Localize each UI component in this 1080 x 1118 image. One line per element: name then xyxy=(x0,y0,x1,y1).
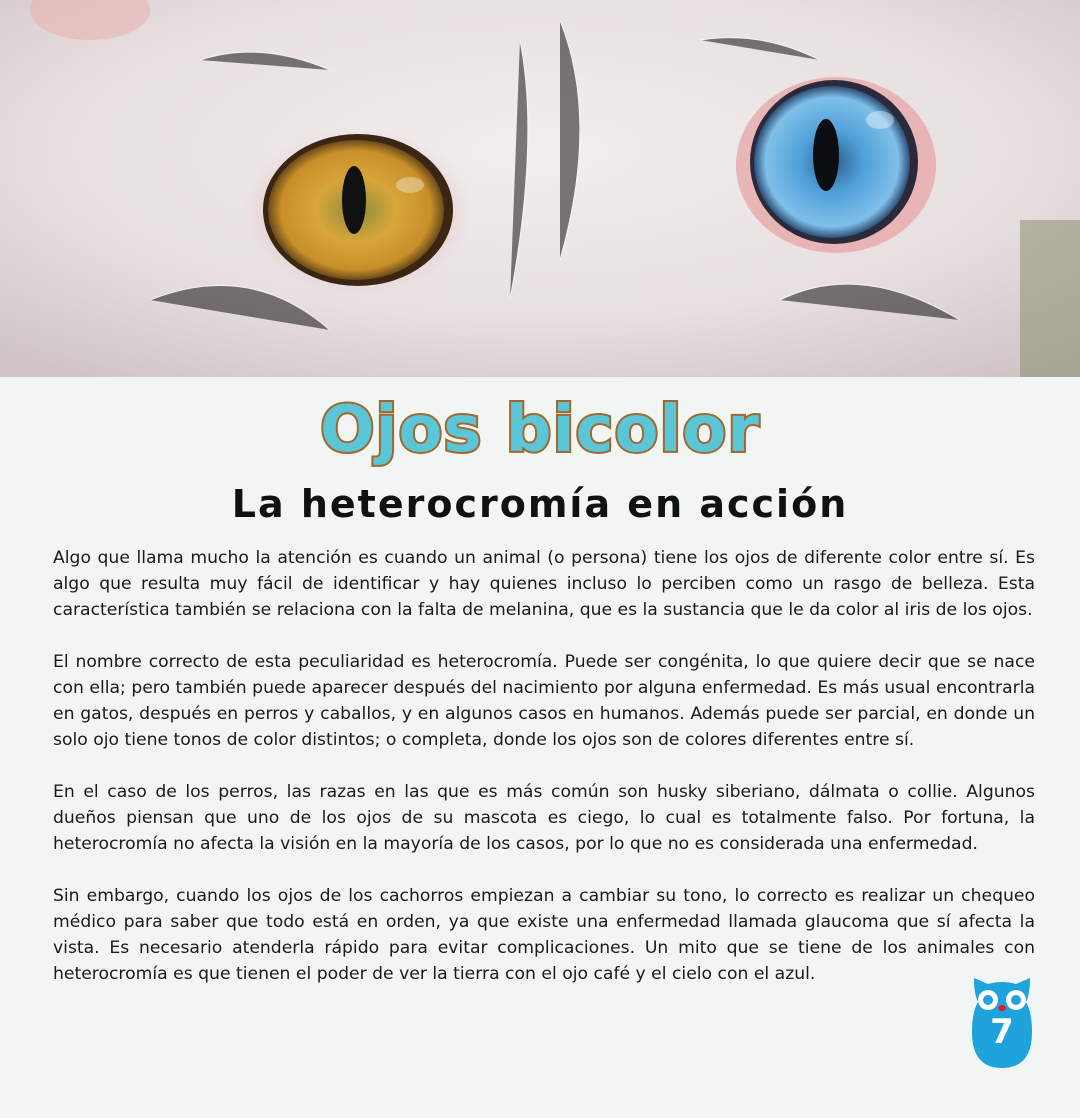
article-body xyxy=(53,545,1035,1013)
paragraph: Sin embargo, cuando los ojos de los cachorros empiezan a cambiar su tono, lo correcto es realizar un chequeo médico para saber que todo está en orden, ya que existe una enfermedad llamada glaucoma que sí afecta la vista. Es necesario atenderla rápido para evitar complicaciones. Un mito que se tiene de los animales con heterocromía es que tienen el poder de ver la tierra con el ojo café y el cielo con el azul. xyxy=(53,886,1035,984)
paragraph: En el caso de los perros, las razas en las que es más común son husky siberiano, dálmata o collie. Algunos dueños piensan que uno de los ojos de su mascota es ciego, lo cual es totalmente falso. Por fortuna, la heterocromía no afecta la visión en la mayoría de los casos, por lo que no es considerada una enfermedad. xyxy=(53,782,1035,854)
cat-face-image xyxy=(0,0,1080,377)
paragraph: El nombre correcto de esta peculiaridad es heterocromía. Puede ser congénita, lo que quiere decir que se nace con ella; pero también puede aparecer después del nacimiento por alguna enfermedad. Es más usual encontrarla en gatos, después en perros y caballos, y en algunos casos en humanos. Además puede ser parcial, en donde un solo ojo tiene tonos de color distintos; o completa, donde los ojos son de colores diferentes entre sí. xyxy=(53,652,1035,750)
page-title: Ojos bicolor xyxy=(320,393,760,467)
page-number: 7 xyxy=(990,1012,1014,1052)
paragraph: Algo que llama mucho la atención es cuando un animal (o persona) tiene los ojos de diferente color entre sí. Es algo que resulta muy fácil de identificar y hay quienes incluso lo perciben como un rasgo de belleza. Esta característica también se relaciona con la falta de melanina, que es la sustancia que le da color al iris de los ojos. xyxy=(53,548,1035,620)
hero-photo xyxy=(0,0,1080,377)
page-subtitle: La heterocromía en acción xyxy=(231,482,849,526)
